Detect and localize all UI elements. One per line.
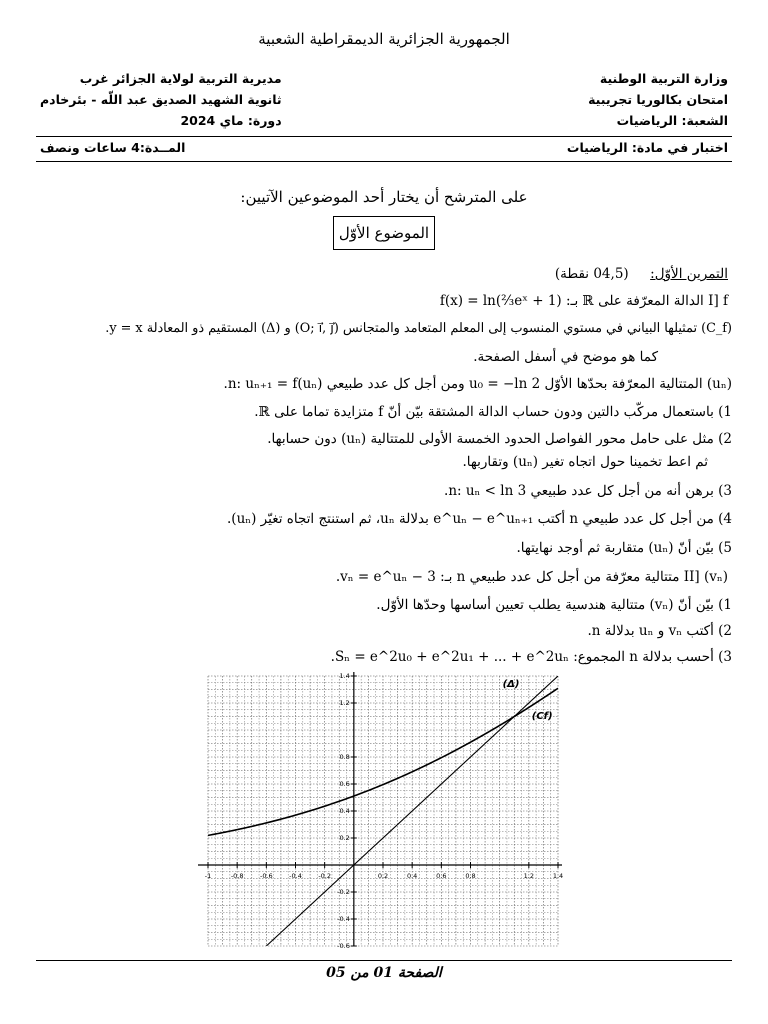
y-tick-label: -0.6 (337, 942, 350, 950)
topic-title: الموضوع الأوّل (333, 216, 435, 250)
y-tick-label: 0.8 (339, 753, 350, 761)
exercise-line: 5) بيّن أنّ (uₙ) متقاربة ثم أوجد نهايتها. (516, 540, 732, 556)
legend-cf: (Cf) (531, 711, 553, 723)
x-tick-label: -1 (204, 872, 212, 880)
y-tick-label: 1.2 (339, 699, 350, 707)
session-line: دورة: ماي 2024 (180, 113, 282, 128)
header-divider-top (36, 136, 732, 137)
x-tick-label: 0.2 (377, 872, 389, 880)
x-tick-label: 1.2 (523, 872, 535, 880)
y-tick-label: -0.4 (337, 915, 350, 923)
legend-delta: (Δ) (502, 678, 520, 690)
x-tick-label: -0.6 (259, 872, 273, 880)
duration-label: المــدة:4 ساعات ونصف (40, 140, 186, 155)
x-tick-label: 0.6 (436, 872, 447, 880)
x-tick-label: 0.4 (406, 872, 418, 880)
exercise-line: 3) برهن أنه من أجل كل عدد طبيعي n: uₙ < ln 3. (444, 483, 732, 499)
exercise-line: 3) أحسب بدلالة n المجموع: Sₙ = e^2u₀ + e^2u₁ + ... + e^2uₙ. (330, 649, 732, 665)
exercise-line: 4) من أجل كل عدد طبيعي n أكتب e^uₙ − e^uₙ₊₁ بدلالة uₙ، ثم استنتج اتجاه تغيّر (uₙ). (227, 511, 732, 527)
subject-label: اختبار في مادة: الرياضيات (566, 140, 728, 155)
exercise-line: I] f الدالة المعرّفة على ℝ بـ: f(x) = ln(⅔eˣ + 1) (439, 293, 728, 309)
y-tick-label: 0.2 (339, 834, 350, 842)
y-tick-label: 0.6 (339, 780, 350, 788)
exercise-line: ثم اعط تخمينا حول اتجاه تغير (uₙ) وتقاربها. (462, 454, 708, 470)
instruction: على المترشح أن يختار أحد الموضوعين الآتيين: (240, 188, 528, 206)
y-tick-label: 0.4 (339, 807, 350, 815)
republic-header: الجمهورية الجزائرية الديمقراطية الشعبية (258, 30, 510, 48)
exercise-line: II] (vₙ) متتالية معرّفة من أجل كل عدد طبيعي n بـ: vₙ = e^uₙ − 3. (335, 569, 728, 585)
header-divider-bottom (36, 161, 732, 162)
x-tick-label: -0.8 (230, 872, 244, 880)
ministry-line: وزارة التربية الوطنية (599, 71, 728, 86)
exercise-points: (04,5 نقطة) (554, 266, 629, 282)
school-line: ثانوية الشهيد الصديق عبد اللّه - بئرخادم (40, 92, 282, 107)
header-left (40, 68, 282, 131)
footer-divider (36, 960, 732, 961)
exercise-line: 2) مثل على حامل محور الفواصل الحدود الخمسة الأولى للمتتالية (uₙ) دون حسابها. (267, 431, 732, 447)
exercise-line: 1) باستعمال مركّب دالتين ودون حساب الدالة المشتقة بيّن أنّ f متزايدة تماما على ℝ. (254, 404, 732, 420)
x-tick-label: -0.4 (289, 872, 302, 880)
function-graph (196, 668, 572, 956)
branch-line: الشعبة: الرياضيات (616, 113, 728, 128)
y-tick-label: -0.2 (337, 888, 350, 896)
exercise-line: 1) بيّن أنّ (vₙ) متتالية هندسية يطلب تعيين أساسها وحدّها الأوّل. (376, 597, 732, 613)
subject-row (40, 140, 728, 160)
exercise-line: (C_f) تمثيلها البياني في مستوي المنسوب إلى المعلم المتعامد والمتجانس (O; i⃗, j⃗) و (Δ) المستقيم ذو المعادلة y = x. (105, 321, 732, 336)
directorate-line: مديرية التربية لولاية الجزائر غرب (79, 71, 282, 86)
x-tick-label: -0.2 (318, 872, 332, 880)
x-tick-label: 1.4 (552, 872, 564, 880)
graph-axes (198, 672, 562, 946)
exercise-line: (uₙ) المتتالية المعرّفة بحدّها الأوّل u₀ = −ln 2 ومن أجل كل عدد طبيعي n: uₙ₊₁ = f(uₙ). (223, 376, 732, 392)
x-tick-label: 0.8 (465, 872, 476, 880)
page-number: الصفحة 01 من 05 (326, 965, 442, 981)
exercise-heading (555, 264, 728, 284)
header-right (588, 68, 728, 131)
exercise-line: 2) أكتب vₙ و uₙ بدلالة n. (587, 623, 732, 639)
y-tick-label: 1.4 (339, 672, 350, 680)
exercise-title: التمرين الأوّل: (650, 266, 728, 282)
exam-line: امتحان بكالوريا تجريبية (588, 92, 728, 107)
graph-grid (208, 676, 558, 946)
exercise-line: كما هو موضح في أسفل الصفحة. (473, 349, 658, 365)
